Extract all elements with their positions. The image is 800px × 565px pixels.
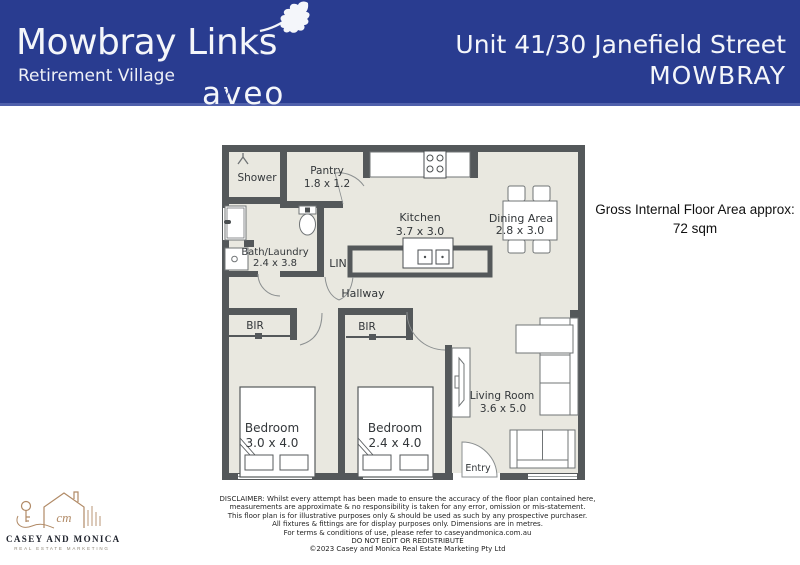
room-label-bath: Bath/Laundry: [241, 247, 309, 258]
floor-area-line1: Gross Internal Floor Area approx:: [595, 202, 795, 217]
room-dims-dining: 2.8 x 3.0: [495, 224, 545, 237]
room-label-bir-left: BIR: [246, 320, 264, 332]
room-label-lin: LIN: [329, 257, 347, 270]
agency-logo: [6, 486, 121, 551]
disclaimer: [170, 495, 645, 554]
room-dims-kitchen: 3.7 x 3.0: [395, 225, 445, 238]
property-address: [455, 30, 786, 92]
two-seat-sofa: [510, 430, 575, 468]
room-label-hallway: Hallway: [341, 287, 385, 300]
header-banner: [0, 0, 800, 112]
disclaimer-line: DO NOT EDIT OR REDISTRIBUTE: [351, 537, 464, 546]
room-label-bedroom-mid: Bedroom: [367, 421, 423, 435]
pillow: [245, 455, 273, 470]
room-label-dining: Dining Area: [488, 212, 554, 225]
vanity: [224, 206, 246, 240]
room-dims-bath: 2.4 x 3.8: [252, 258, 298, 269]
chair: [508, 186, 525, 201]
agency-tagline: REAL ESTATE MARKETING: [14, 546, 110, 551]
floor-area-note: [592, 201, 798, 238]
tv-unit: [452, 348, 470, 417]
aveo-leaf-sprig-icon: [219, 78, 239, 106]
kitchen-counter: [370, 152, 470, 177]
chair: [508, 240, 525, 253]
disclaimer-line: For terms & conditions of use, please refer to caseyandmonica.com.au: [283, 528, 532, 537]
room-label-bedroom-left: Bedroom: [244, 421, 300, 435]
room-dims-living: 3.6 x 5.0: [479, 403, 527, 415]
room-label-bir-right: BIR: [358, 321, 376, 333]
address-line1: Unit 41/30 Janefield Street: [455, 30, 786, 59]
aveo-logo: aveo: [202, 76, 286, 112]
room-label-shower: Shower: [237, 172, 277, 184]
floor-plan: [215, 140, 593, 488]
room-label-living: Living Room: [469, 390, 535, 402]
pillow: [363, 455, 391, 470]
sink-unit: [403, 238, 453, 268]
room-label-kitchen: Kitchen: [399, 211, 441, 224]
chair: [533, 186, 550, 201]
oak-leaf-icon: [258, 0, 316, 33]
pillow: [280, 455, 308, 470]
agency-house-key-icon: [12, 486, 112, 534]
room-dims-bedroom-left: 3.0 x 4.0: [245, 436, 299, 450]
window: [528, 474, 577, 479]
address-line2: MOWBRAY: [649, 61, 786, 90]
floor-area-line2: 72 sqm: [672, 220, 718, 236]
stove: [424, 151, 446, 178]
pillow: [400, 455, 428, 470]
room-dims-bedroom-mid: 2.4 x 4.0: [368, 436, 422, 450]
room-label-entry: Entry: [465, 463, 491, 474]
key-icon: [22, 502, 31, 511]
tv: [459, 358, 464, 406]
disclaimer-line: All fixtures & fittings are for display purposes only. Dimensions are in metres.: [272, 520, 543, 529]
chair: [533, 240, 550, 253]
agency-monogram: cm: [56, 510, 72, 525]
disclaimer-line: measurements are approximate & no responsibility is taken for any error, omission or mis-statement.: [229, 503, 586, 512]
brand-subtitle: Retirement Village: [18, 66, 175, 86]
disclaimer-line: ©2023 Casey and Monica Real Estate Marketing Pty Ltd: [309, 545, 506, 554]
toilet: [299, 206, 316, 235]
disclaimer-line: DISCLAIMER: Whilst every attempt has been made to ensure the accuracy of the floor plan contained here,: [219, 495, 596, 503]
room-label-pantry: Pantry: [310, 165, 344, 177]
brand-name: Mowbray Links: [16, 22, 277, 63]
agency-name: CASEY AND MONICA: [6, 534, 121, 544]
disclaimer-line: This floor plan is for illustrative purposes only & should be used as such by any prospective purchaser.: [227, 511, 588, 520]
room-dims-pantry: 1.8 x 1.2: [303, 178, 351, 190]
